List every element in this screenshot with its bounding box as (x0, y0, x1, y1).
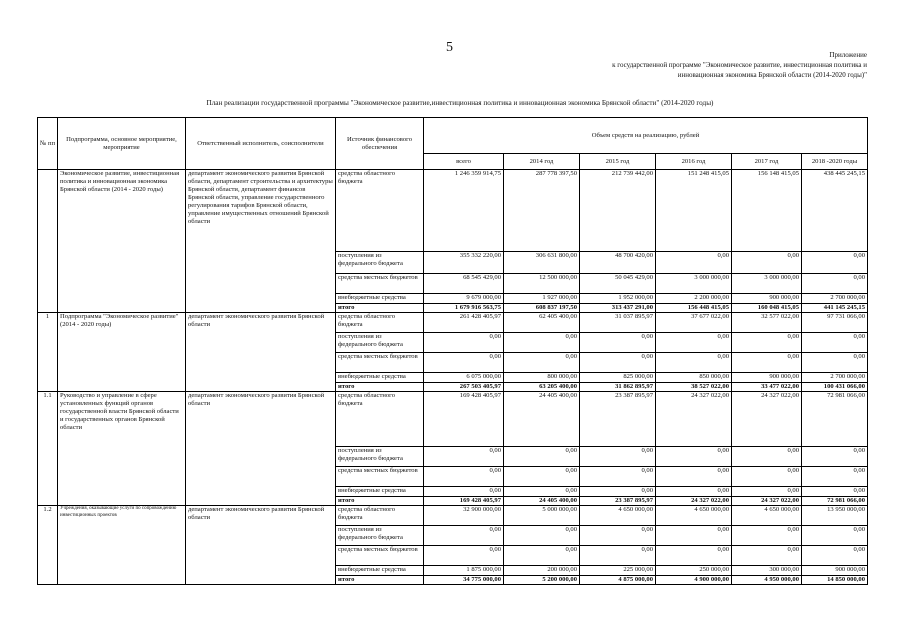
funding-source: средства областного бюджета (336, 170, 424, 252)
table-row (38, 313, 868, 333)
amount-cell: 0,00 (504, 546, 580, 566)
amount-cell: 0,00 (802, 467, 868, 487)
amount-cell: 0,00 (504, 353, 580, 373)
amount-cell: 72 981 066,00 (802, 497, 868, 506)
funding-source: внебюджетные средства (336, 487, 424, 497)
header-volume: Объем средств на реализацию, рублей (424, 118, 868, 154)
amount-cell: 63 205 400,00 (504, 383, 580, 392)
amount-cell: 9 679 000,00 (424, 294, 504, 304)
amount-cell: 100 431 066,00 (802, 383, 868, 392)
amount-cell: 306 631 800,00 (504, 252, 580, 274)
amount-cell: 169 428 405,97 (424, 392, 504, 447)
table-row (38, 170, 868, 252)
appendix-line-2: к государственной программе "Экономическое развитие, инвестиционная политика и (612, 61, 867, 69)
amount-cell: 4 875 000,00 (580, 576, 656, 585)
funding-source: поступления из федерального бюджета (336, 447, 424, 467)
amount-cell: 0,00 (580, 353, 656, 373)
amount-cell: 0,00 (802, 252, 868, 274)
amount-cell: 0,00 (424, 467, 504, 487)
amount-cell: 0,00 (802, 526, 868, 546)
amount-cell: 1 679 916 563,75 (424, 304, 504, 313)
funding-source: средства местных бюджетов (336, 274, 424, 294)
amount-cell: 2 200 000,00 (656, 294, 732, 304)
amount-cell: 151 248 415,05 (656, 170, 732, 252)
amount-cell: 0,00 (732, 447, 802, 467)
amount-cell: 72 981 066,00 (802, 392, 868, 447)
amount-cell: 32 900 000,00 (424, 506, 504, 526)
amount-cell: 0,00 (656, 252, 732, 274)
funding-source: средства областного бюджета (336, 392, 424, 447)
header-year: 2016 год (656, 154, 732, 170)
amount-cell: 0,00 (504, 447, 580, 467)
amount-cell: 0,00 (504, 333, 580, 353)
amount-cell: 156 448 415,05 (656, 304, 732, 313)
funding-source: поступления из федерального бюджета (336, 526, 424, 546)
amount-cell: 6 075 000,00 (424, 373, 504, 383)
amount-cell: 2 700 000,00 (802, 294, 868, 304)
funding-source: итого (336, 383, 424, 392)
amount-cell: 13 950 000,00 (802, 506, 868, 526)
amount-cell: 38 527 022,00 (656, 383, 732, 392)
amount-cell: 0,00 (580, 487, 656, 497)
amount-cell: 0,00 (580, 546, 656, 566)
amount-cell: 37 677 022,00 (656, 313, 732, 333)
row-number: 1.2 (38, 506, 58, 585)
amount-cell: 1 927 000,00 (504, 294, 580, 304)
amount-cell: 32 577 022,00 (732, 313, 802, 333)
amount-cell: 900 000,00 (802, 566, 868, 576)
amount-cell: 0,00 (580, 447, 656, 467)
amount-cell: 0,00 (802, 274, 868, 294)
amount-cell: 34 775 000,00 (424, 576, 504, 585)
amount-cell: 0,00 (424, 333, 504, 353)
amount-cell: 438 445 245,15 (802, 170, 868, 252)
amount-cell: 3 000 000,00 (656, 274, 732, 294)
amount-cell: 14 850 000,00 (802, 576, 868, 585)
row-number: 1.1 (38, 392, 58, 506)
funding-source: средства областного бюджета (336, 506, 424, 526)
amount-cell: 0,00 (424, 546, 504, 566)
subprogram-name: Экономическое развитие, инвестиционная политика и инновационная экономика Брянской области (2014 - 2020 годы) (58, 170, 186, 313)
amount-cell: 200 000,00 (504, 566, 580, 576)
executor: департамент экономического развития Брянской области (186, 392, 336, 506)
amount-cell: 900 000,00 (732, 294, 802, 304)
amount-cell: 0,00 (732, 252, 802, 274)
executor: департамент экономического развития Брянской области (186, 506, 336, 585)
amount-cell: 48 700 420,00 (580, 252, 656, 274)
amount-cell: 0,00 (802, 487, 868, 497)
funding-source: внебюджетные средства (336, 566, 424, 576)
header-executor: Ответственный исполнитель, соисполнители (186, 118, 336, 170)
amount-cell: 0,00 (580, 333, 656, 353)
amount-cell: 0,00 (424, 526, 504, 546)
amount-cell: 2 700 000,00 (802, 373, 868, 383)
amount-cell: 0,00 (580, 526, 656, 546)
funding-source: поступления из федерального бюджета (336, 333, 424, 353)
executor: департамент экономического развития Брянской области (186, 313, 336, 392)
amount-cell: 4 650 000,00 (580, 506, 656, 526)
amount-cell: 1 952 000,00 (580, 294, 656, 304)
amount-cell: 608 837 197,50 (504, 304, 580, 313)
amount-cell: 900 000,00 (732, 373, 802, 383)
subprogram-name: Подпрограмма "Экономическое развитие" (2014 - 2020 годы) (58, 313, 186, 392)
amount-cell: 23 387 895,97 (580, 392, 656, 447)
amount-cell: 0,00 (802, 447, 868, 467)
header-year: 2018 -2020 годы (802, 154, 868, 170)
amount-cell: 31 862 895,97 (580, 383, 656, 392)
amount-cell: 1 246 359 914,75 (424, 170, 504, 252)
header-year: 2017 год (732, 154, 802, 170)
amount-cell: 156 148 415,05 (732, 170, 802, 252)
amount-cell: 24 405 400,00 (504, 497, 580, 506)
amount-cell: 0,00 (504, 467, 580, 487)
amount-cell: 261 428 405,97 (424, 313, 504, 333)
amount-cell: 24 327 022,00 (656, 392, 732, 447)
amount-cell: 0,00 (732, 546, 802, 566)
amount-cell: 825 000,00 (580, 373, 656, 383)
table-row (38, 506, 868, 526)
amount-cell: 24 327 022,00 (732, 497, 802, 506)
amount-cell: 355 332 220,00 (424, 252, 504, 274)
amount-cell: 50 045 429,00 (580, 274, 656, 294)
appendix-line-1: Приложение (829, 51, 867, 59)
amount-cell: 160 048 415,05 (732, 304, 802, 313)
amount-cell: 0,00 (732, 487, 802, 497)
amount-cell: 24 327 022,00 (656, 497, 732, 506)
header-source: Источник финансового обеспечения (336, 118, 424, 170)
funding-source: внебюджетные средства (336, 294, 424, 304)
amount-cell: 97 731 066,00 (802, 313, 868, 333)
amount-cell: 0,00 (656, 333, 732, 353)
plan-table (37, 117, 868, 585)
header-year: всего (424, 154, 504, 170)
funding-source: итого (336, 497, 424, 506)
amount-cell: 23 387 895,97 (580, 497, 656, 506)
amount-cell: 441 145 245,15 (802, 304, 868, 313)
funding-source: средства местных бюджетов (336, 353, 424, 373)
amount-cell: 24 405 400,00 (504, 392, 580, 447)
table-row (38, 392, 868, 447)
document-title: План реализации государственной программы "Экономическое развитие,инвестиционная политика и инновационная экономика Брянской области" (2014-2020 годы) (206, 99, 714, 107)
amount-cell: 4 650 000,00 (656, 506, 732, 526)
amount-cell: 0,00 (732, 526, 802, 546)
amount-cell: 0,00 (656, 467, 732, 487)
amount-cell: 4 650 000,00 (732, 506, 802, 526)
amount-cell: 68 545 429,00 (424, 274, 504, 294)
amount-cell: 0,00 (656, 526, 732, 546)
executor: департамент экономического развития Брянской области, департамент строительства и архитектуры Брянской области, департамент финансов Брянской области, управление государственного регулирования тарифов Брянской области, управление имущественных отношений Брянской области (186, 170, 336, 313)
amount-cell: 0,00 (424, 487, 504, 497)
amount-cell: 3 000 000,00 (732, 274, 802, 294)
header-year: 2014 год (504, 154, 580, 170)
amount-cell: 0,00 (424, 447, 504, 467)
row-number: 1 (38, 313, 58, 392)
amount-cell: 24 327 022,00 (732, 392, 802, 447)
amount-cell: 0,00 (732, 467, 802, 487)
amount-cell: 0,00 (802, 546, 868, 566)
amount-cell: 4 900 000,00 (656, 576, 732, 585)
header-subprogram: Подпрограмма, основное мероприятие, мероприятие (58, 118, 186, 170)
amount-cell: 800 000,00 (504, 373, 580, 383)
amount-cell: 4 950 000,00 (732, 576, 802, 585)
amount-cell: 0,00 (802, 353, 868, 373)
funding-source: средства областного бюджета (336, 313, 424, 333)
amount-cell: 5 000 000,00 (504, 506, 580, 526)
header-num: № пп (38, 118, 58, 170)
amount-cell: 300 000,00 (732, 566, 802, 576)
amount-cell: 0,00 (580, 467, 656, 487)
amount-cell: 0,00 (504, 526, 580, 546)
funding-source: итого (336, 576, 424, 585)
funding-source: внебюджетные средства (336, 373, 424, 383)
row-number (38, 170, 58, 313)
amount-cell: 0,00 (732, 333, 802, 353)
page-number: 5 (446, 40, 453, 55)
amount-cell: 225 000,00 (580, 566, 656, 576)
amount-cell: 0,00 (656, 487, 732, 497)
amount-cell: 0,00 (732, 353, 802, 373)
funding-source: итого (336, 304, 424, 313)
funding-source: поступления из федерального бюджета (336, 252, 424, 274)
amount-cell: 0,00 (504, 487, 580, 497)
funding-source: средства местных бюджетов (336, 546, 424, 566)
funding-source: средства местных бюджетов (336, 467, 424, 487)
amount-cell: 33 477 022,00 (732, 383, 802, 392)
appendix-line-3: инновационная экономика Брянской области (2014-2020 годы)" (677, 71, 867, 79)
amount-cell: 287 778 397,50 (504, 170, 580, 252)
subprogram-name: Руководство и управление в сфере установленных функций органов государственной власти Брянской области и государственных органов Брянской области (58, 392, 186, 506)
amount-cell: 313 437 291,00 (580, 304, 656, 313)
amount-cell: 5 200 000,00 (504, 576, 580, 585)
amount-cell: 0,00 (656, 353, 732, 373)
amount-cell: 31 037 895,97 (580, 313, 656, 333)
amount-cell: 12 500 000,00 (504, 274, 580, 294)
amount-cell: 62 405 400,00 (504, 313, 580, 333)
appendix-note (537, 50, 867, 80)
amount-cell: 212 739 442,00 (580, 170, 656, 252)
amount-cell: 267 503 405,97 (424, 383, 504, 392)
amount-cell: 0,00 (656, 546, 732, 566)
amount-cell: 169 428 405,97 (424, 497, 504, 506)
amount-cell: 250 000,00 (656, 566, 732, 576)
amount-cell: 0,00 (424, 353, 504, 373)
amount-cell: 0,00 (802, 333, 868, 353)
header-year: 2015 год (580, 154, 656, 170)
subprogram-name: Учреждения, оказывающие услуги по сопровождению инвестиционных проектов (58, 506, 186, 585)
amount-cell: 0,00 (656, 447, 732, 467)
amount-cell: 1 875 000,00 (424, 566, 504, 576)
amount-cell: 850 000,00 (656, 373, 732, 383)
